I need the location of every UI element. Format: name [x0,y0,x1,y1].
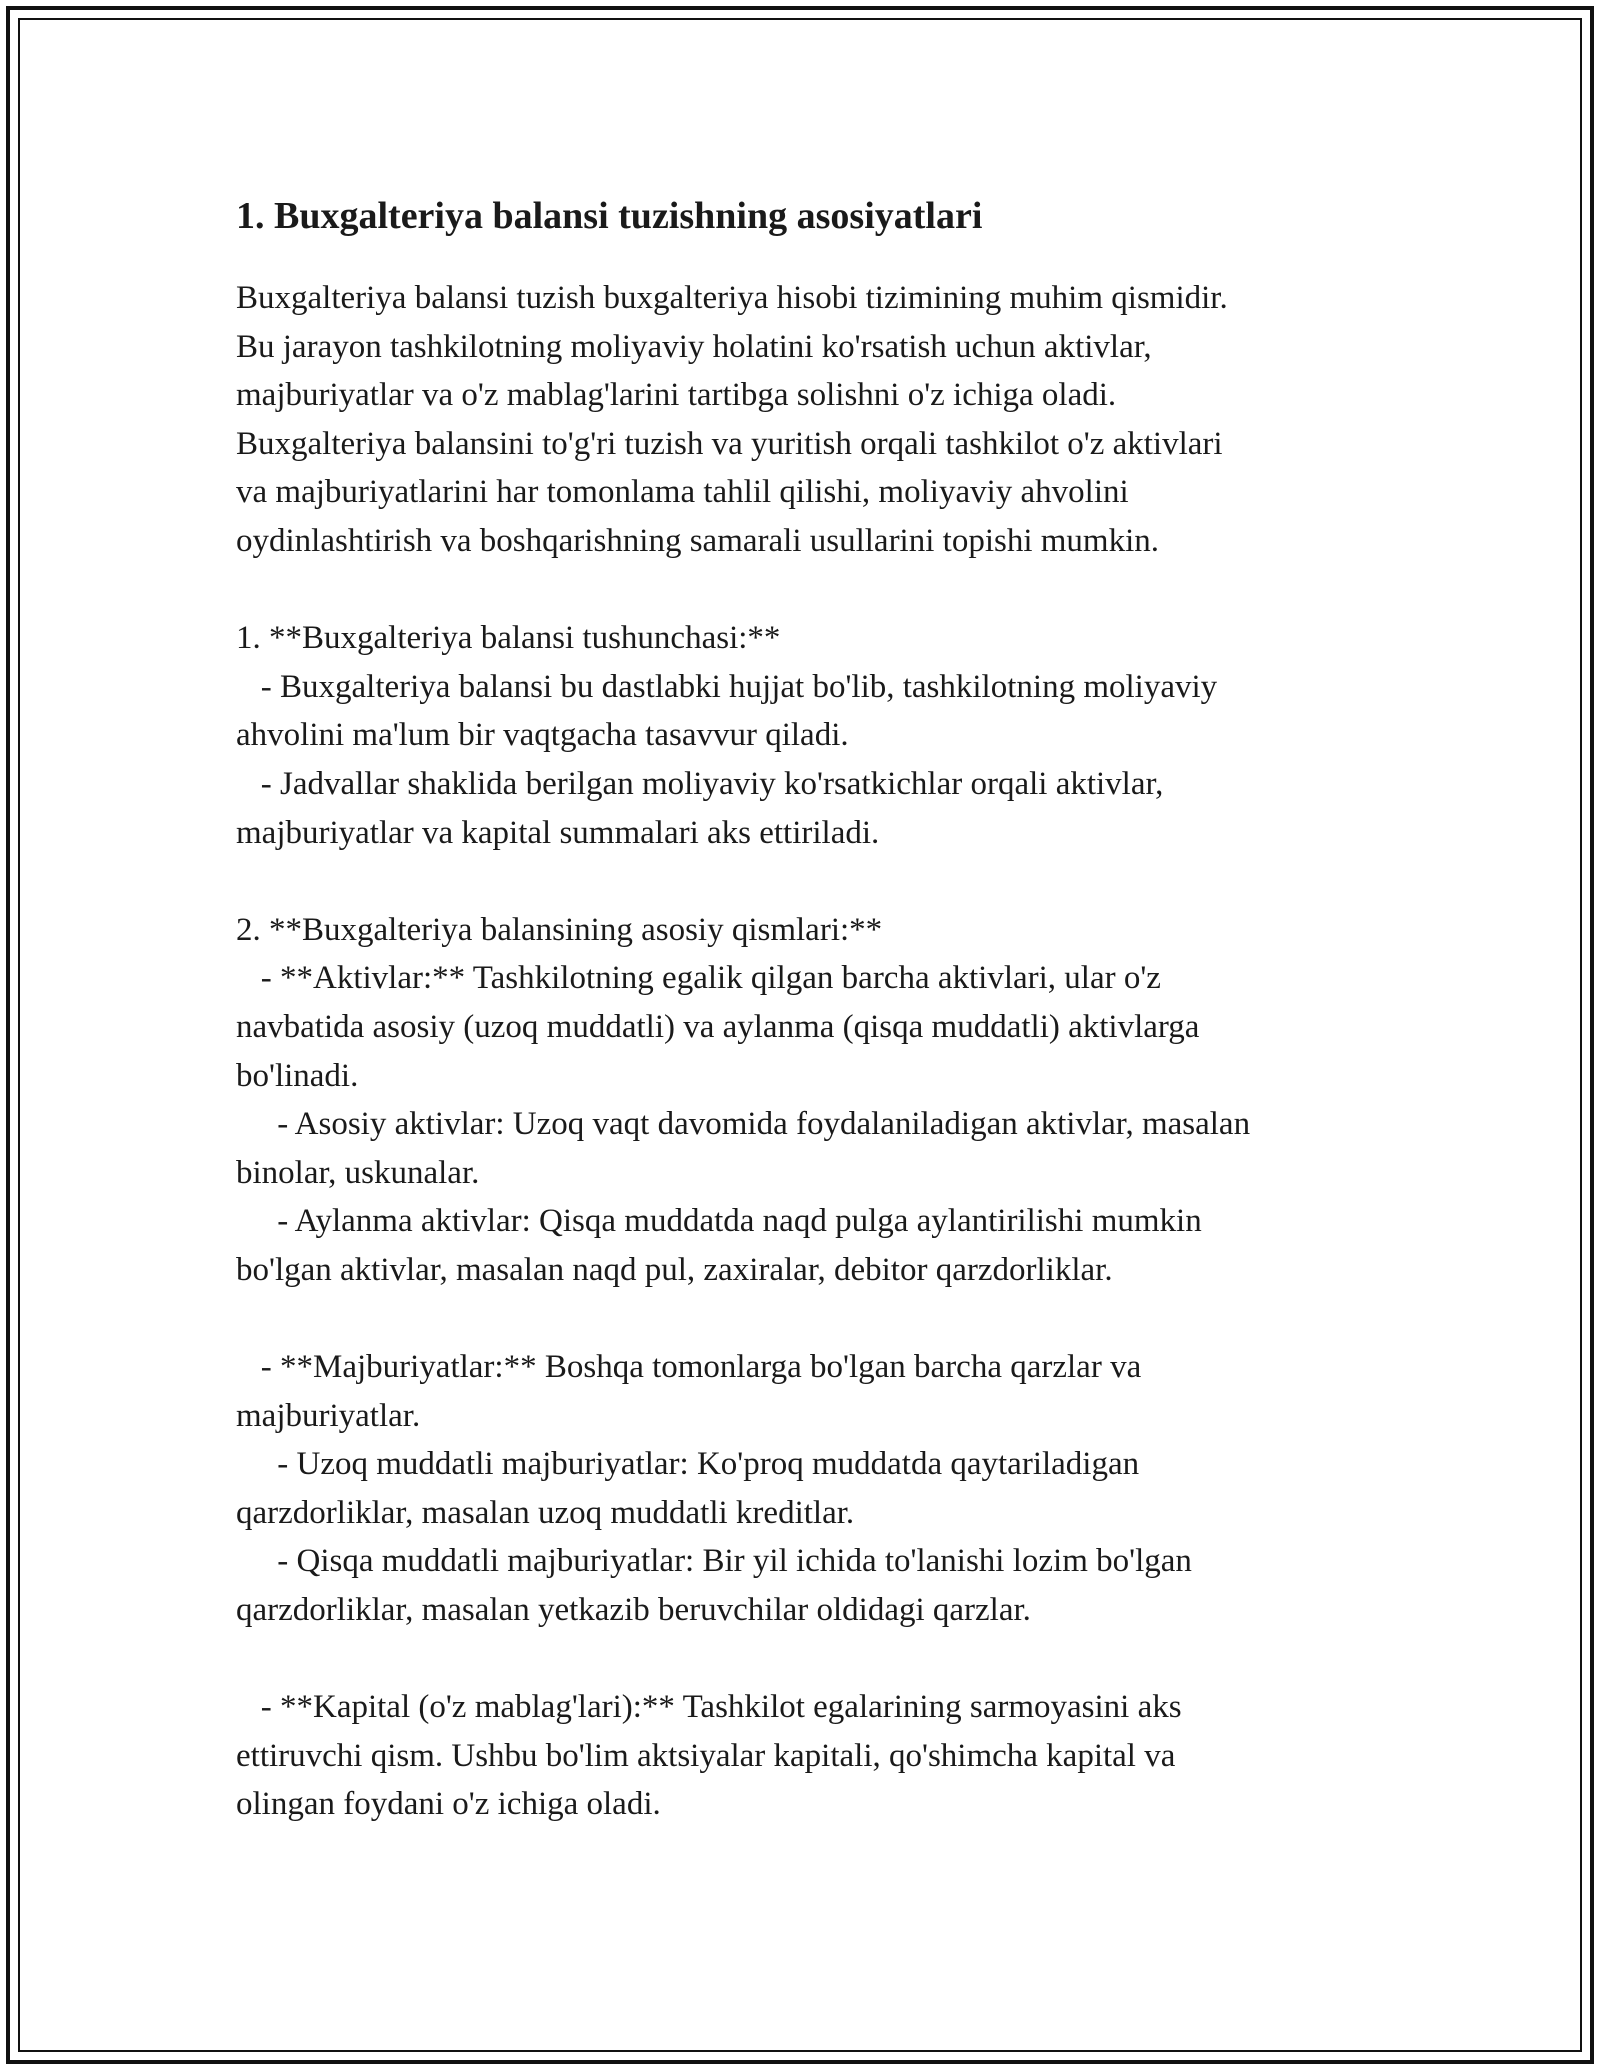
document-body: Buxgalteriya balansi tuzish buxgalteriya hisobi tizimining muhim qismidir. Bu jarayon tashkilotning moliyaviy holatini ko'rsatish uchun aktivlar, majburiyatlar va o'z mablag'larini tartibga solishni o'z ichiga oladi. Buxgalteriya balansini to'g'ri tuzish va yuritish orqali tashkilot o'z aktivlari va majburiyatlarini har tomonlama tahlil qilishi, moliyaviy ahvolini oydinlashtirish va boshqarishning samarali usullarini topishi mumkin. 1. **Buxgalteriya balansi tushunchasi:** - Buxgalteriya balansi bu dastlabki hujjat bo'lib, tashkilotning moliyaviy ahvolini ma'lum bir vaqtgacha tasavvur qiladi. - Jadvallar shaklida berilgan moliyaviy ko'rsatkichlar orqali aktivlar, majburiyatlar va kapital summalari aks ettiriladi. 2. **Buxgalteriya balansining asosiy qismlari:** - **Aktivlar:** Tashkilotning egalik qilgan barcha aktivlari, ular o'z navbatida asosiy (uzoq muddatli) va aylanma (qisqa muddatli) aktivlarga bo'linadi. - Asosiy aktivlar: Uzoq vaqt davomida foydalaniladigan aktivlar, masalan binolar, uskunalar. - Aylanma aktivlar: Qisqa muddatda naqd pulga aylantirilishi mumkin bo'lgan aktivlar, masalan naqd pul, zaxiralar, debitor qarzdorliklar. - **Majburiyatlar:** Boshqa tomonlarga bo'lgan barcha qarzlar va majburiyatlar. - Uzoq muddatli majburiyatlar: Ko'proq muddatda qaytariladigan qarzdorliklar, masalan uzoq muddatli kreditlar. - Qisqa muddatli majburiyatlar: Bir yil ichida to'lanishi lozim bo'lgan qarzdorliklar, masalan yetkazib beruvchilar oldidagi qarzlar. - **Kapital (o'z mablag'lari):** Tashkilot egalarining sarmoyasini aks ettiruvchi qism. Ushbu bo'lim aktsiyalar kapitali, qo'shimcha kapital va olingan foydani o'z ichiga oladi. [236,280,1251,1823]
document-title: 1. Buxgalteriya balansi tuzishning asosiyatlari [236,195,983,237]
document-content [236,184,1396,1829]
